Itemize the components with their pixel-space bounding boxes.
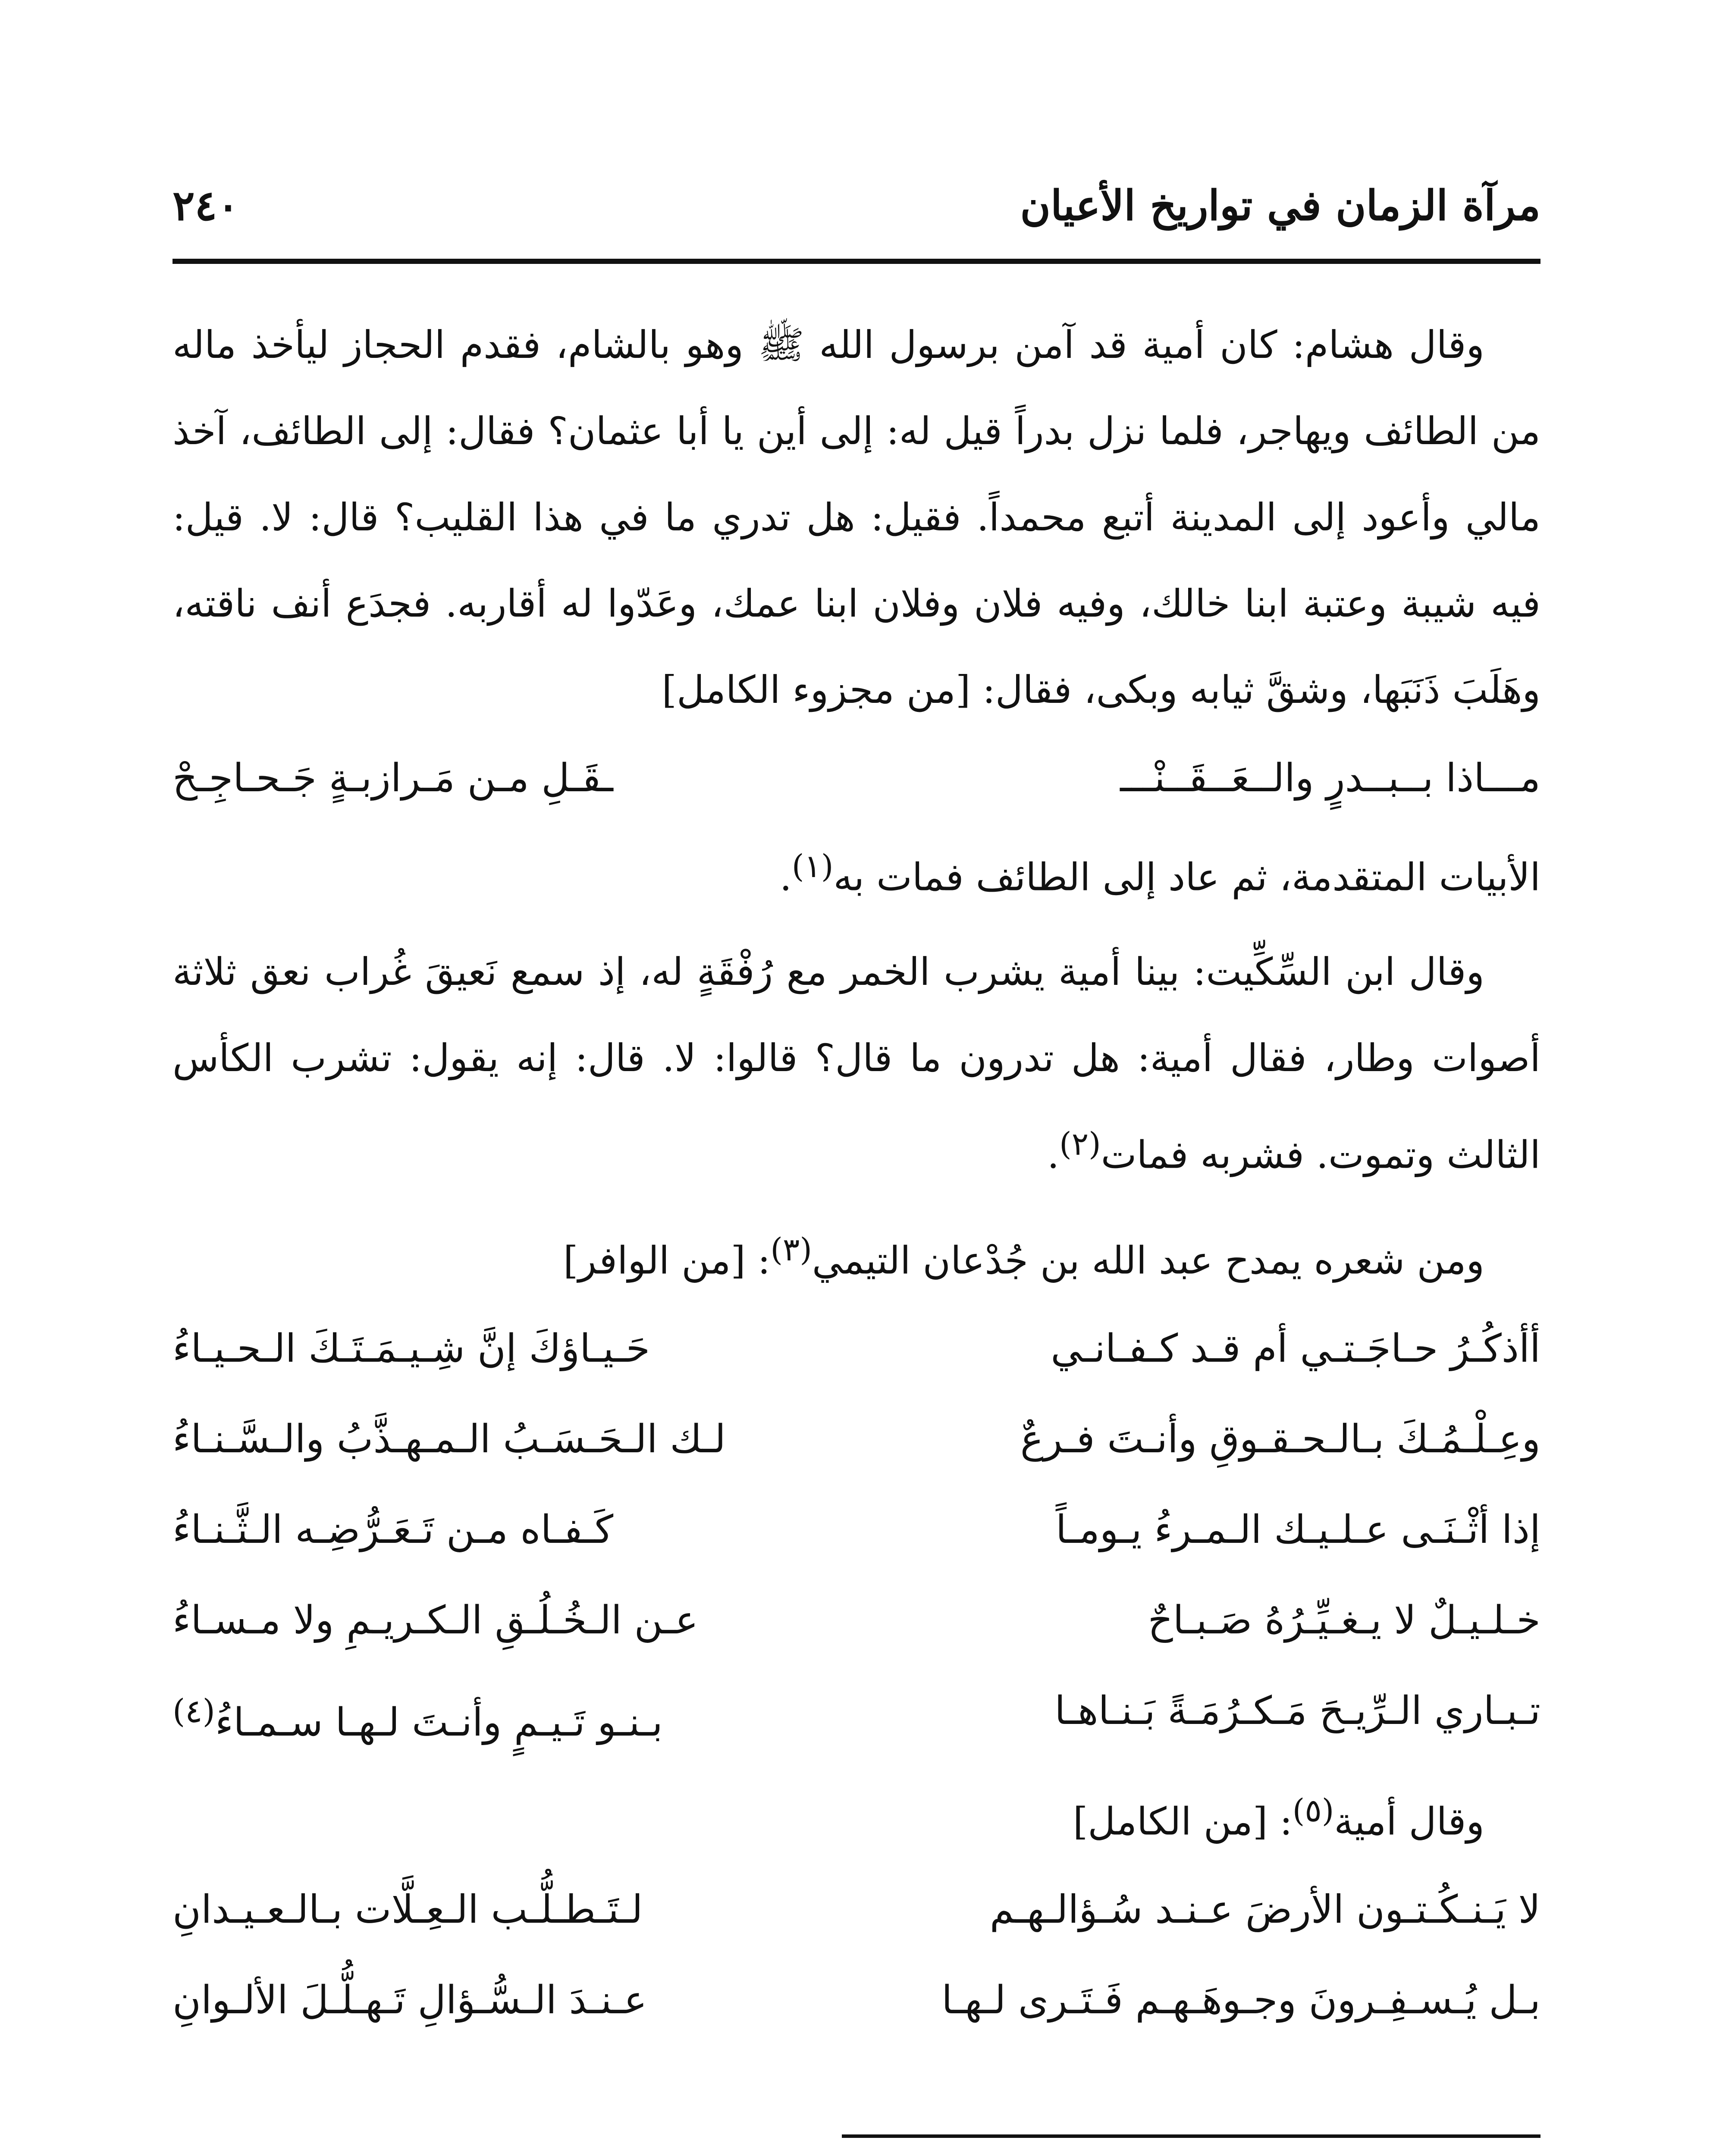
hemistich-text: بـنـو تَـيـمٍ وأنـتَ لـهـا سـمـاءُ (215, 1699, 663, 1745)
poem-kamil (173, 1865, 1540, 2046)
verse-second-hemistich: حَـيـاؤكَ إنَّ شِـيـمَـتَـكَ الـحـيـاءُ (173, 1326, 650, 1371)
meter-label: : [من الوافر] (563, 1238, 771, 1282)
meter-label: : [من الكامل] (1073, 1799, 1293, 1844)
footnote-ref[interactable]: (٥) (1292, 1792, 1334, 1829)
paragraph-text: وقال ابن السِّكِّيت: بينا أمية يشرب الخمر مع رُفْقَةٍ له، إذ سمع نَعيقَ غُراب نعق ثلاثة أصوات وطار، فقال أمية: هل تدرون ما قال؟ قالوا: لا. قال: إنه يقول: تشرب الكأس الثالث وتموت. فشربه فمات (173, 950, 1540, 1177)
header-rule (173, 259, 1540, 264)
verse-line (173, 1955, 1540, 2046)
running-title: مرآة الزمان في تواريخ الأعيان (1020, 181, 1540, 230)
paragraph-text: ومن شعره يمدح عبد الله بن جُدْعان التيمي (812, 1238, 1484, 1282)
footnote-ref[interactable]: (٢) (1059, 1126, 1101, 1163)
verse-line (173, 1666, 1540, 1768)
paragraph-text: وقال أمية (1334, 1799, 1484, 1844)
footnote-ref[interactable]: (٤) (173, 1692, 215, 1730)
verse-line (173, 1575, 1540, 1666)
paragraph-umayya-said (173, 1768, 1540, 1865)
verse-second-hemistich: لـتَـطـلُّـب الـعِـلَّات بـالـعـيـدانِ (173, 1887, 643, 1933)
verse-first-hemistich: وعِـلْـمُـكَ بـالـحـقـوقِ وأنـتَ فـرعٌ (1020, 1416, 1540, 1462)
verse-second-hemistich: لـك الـحَـسَـبُ الـمـهـذَّبُ والـسَّـنـاءُ (173, 1416, 726, 1462)
verse-first-hemistich: تـبـاري الـرِّيـحَ مَـكـرُمَـةً بَـنـاهـا (1054, 1688, 1540, 1733)
verse-line (173, 1485, 1540, 1575)
verse-first-hemistich: إذا أثْـنَـى عـلـيـك الـمـرءُ يـومـاً (1055, 1507, 1540, 1552)
verse-second-hemistich: عـنـدَ الـسُّـؤالِ تَـهـلُّـلَ الألـوانِ (173, 1977, 647, 2023)
verse-second-hemistich: عـن الـخُـلُـقِ الـكـريـمِ ولا مـسـاءُ (173, 1597, 699, 1643)
verse-first-hemistich: أأذكُـرُ حـاجَـتـي أم قـد كـفـانـي (1051, 1326, 1540, 1371)
verse-first-hemistich: خـلـيـلٌ لا يـغـيِّـرُهُ صَـبـاحٌ (1148, 1597, 1540, 1643)
page-header (173, 168, 1540, 267)
poem-wafir (173, 1304, 1540, 1768)
verse-first-hemistich: لا يَـنـكُـتـون الأرضَ عـنـد سُـؤالـهـم (989, 1887, 1540, 1933)
paragraph-continuation: الأبيات المتقدمة، ثم عاد إلى الطائف فمات به$^{(١)}$. (779, 848, 1540, 899)
verse-line (173, 733, 1540, 824)
paragraph-text: وقال هشام: كان أمية قد آمن برسول الله ﷺ وهو بالشام، فقدم الحجاز ليأخذ ماله من الطائف ويهاجر، فلما نزل بدراً قيل له: إلى أين يا أبا عثمان؟ فقال: إلى الطائف، آخذ مالي وأعود إلى المدينة أتبع محمداً. فقيل: هل تدري ما في هذا القليب؟ قال: لا. قيل: فيه شيبة وعتبة ابنا خالك، وفيه فلان وفلان ابنا عمك، وعَدّوا له أقاربه. فجدَع أنف ناقته، وهَلَبَ ذَنَبَها، وشقَّ ثيابه وبكى، فقال: (173, 323, 1541, 712)
verse-second-hemistich (173, 1666, 829, 1768)
verse-line (173, 1304, 1540, 1394)
page-number: ٢٤٠ (173, 181, 239, 230)
verse-first-hemistich: بـل يُـسـفِـرونَ وجـوهَـهـم فَـتَـرى لـهـا (941, 1977, 1540, 2023)
verse-first-hemistich: مـــاذا بــبــدرٍ والــعَــقَــنْـــ (1120, 755, 1540, 801)
footnote-ref[interactable]: (٣) (770, 1231, 812, 1268)
main-text (173, 302, 1540, 2046)
footnote-rule (842, 2134, 1540, 2138)
meter-label: [من مجزوء الكامل] (662, 667, 971, 712)
paragraph-poem-intro (173, 1207, 1540, 1304)
verse-line (173, 1394, 1540, 1485)
verse-second-hemistich: كَـفـاه مـن تَـعَـرُّضِـه الـثَّـنـاءُ (173, 1507, 614, 1552)
paragraph-ibn-sikkit: وقال ابن السِّكِّيت: بينا أمية يشرب الخمر مع رُفْقَةٍ له، إذ سمع نَعيقَ غُراب نعق ثلاثة أصوات وطار، فقال أمية: هل تدرون ما قال؟ قالوا: لا. قال: إنه يقول: تشرب الكأس الثالث وتموت. فشربه فمات$^{(٢)}$. (173, 950, 1540, 1177)
paragraph-hisham (173, 302, 1540, 733)
verse-second-hemistich: ـقَـلِ مـن مَـرازبـةٍ جَـحـاجِـحْ (173, 755, 613, 801)
verse-line (173, 1865, 1540, 1955)
footnote-ref[interactable]: (١) (791, 848, 834, 885)
paragraph-text: الأبيات المتقدمة، ثم عاد إلى الطائف فمات به (833, 855, 1540, 899)
